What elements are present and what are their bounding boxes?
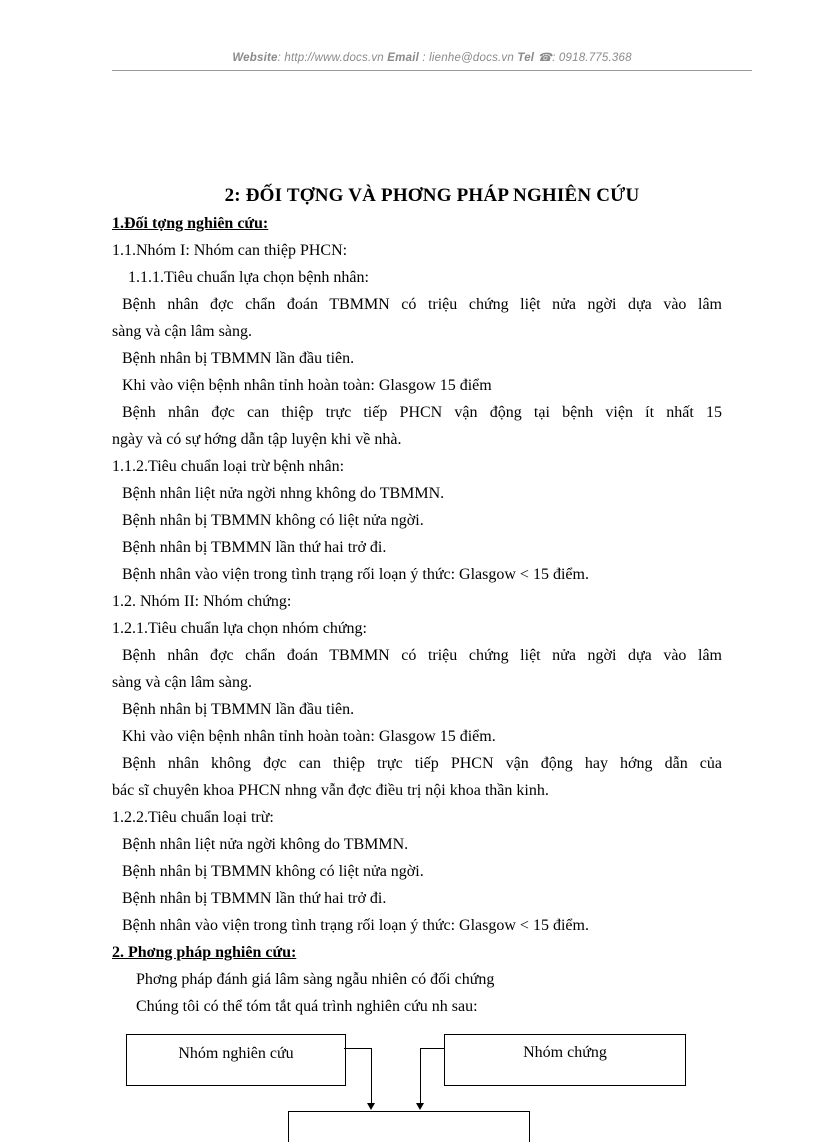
box-study-group-label: Nhóm nghiên cứu bbox=[178, 1045, 294, 1062]
text-line: Bệnh nhân vào viện trong tình trạng rối loạn ý thức: Glasgow < 15 điểm. bbox=[122, 917, 589, 934]
phone-icon: ☎ bbox=[537, 52, 553, 64]
connector-right-vertical bbox=[420, 1048, 421, 1104]
email-label: Email bbox=[387, 52, 419, 64]
text-line: Bệnh nhân vào viện trong tình trạng rối loạn ý thức: Glasgow < 15 điểm. bbox=[122, 566, 589, 583]
text-line: Bệnh nhân bị TBMMN lần đầu tiên. bbox=[122, 701, 355, 718]
website-value: : http://www.docs.vn bbox=[277, 52, 384, 64]
text-line: ngày và có sự hớng dẫn tập luyện khi về nhà. bbox=[112, 431, 402, 448]
text-line: Bệnh nhân đợc chẩn đoán TBMMN có triệu chứng liệt nửa ngời dựa vào lâm bbox=[122, 647, 722, 664]
text-line: Bệnh nhân liệt nửa ngời không do TBMMN. bbox=[122, 836, 409, 853]
heading-2: 2. Phơng pháp nghiên cứu: bbox=[112, 944, 297, 961]
text-line: Bệnh nhân bị TBMMN không có liệt nửa ngời. bbox=[122, 863, 424, 880]
page-header bbox=[112, 50, 752, 64]
text-line: Bệnh nhân không đợc can thiệp trực tiếp PHCN vận động hay hớng dẫn của bbox=[122, 755, 722, 772]
text-line: sàng và cận lâm sàng. bbox=[112, 323, 252, 340]
box-next-step bbox=[288, 1111, 530, 1142]
header-rule bbox=[112, 70, 752, 71]
tel-label: Tel bbox=[517, 52, 535, 64]
text-line: Bệnh nhân bị TBMMN lần đầu tiên. bbox=[122, 350, 355, 367]
connector-left-horizontal bbox=[344, 1048, 371, 1049]
text-line: bác sĩ chuyên khoa PHCN nhng vẫn đợc điều trị nội khoa thần kinh. bbox=[112, 782, 549, 799]
subheading-1-1-1: 1.1.1.Tiêu chuẩn lựa chọn bệnh nhân: bbox=[128, 269, 369, 286]
tel-value: : 0918.775.368 bbox=[552, 52, 632, 64]
text-line: Khi vào viện bệnh nhân tỉnh hoàn toàn: Glasgow 15 điểm bbox=[122, 377, 492, 394]
box-control-group-label: Nhóm chứng bbox=[523, 1044, 607, 1061]
subheading-1-1-2: 1.1.2.Tiêu chuẩn loại trừ bệnh nhân: bbox=[112, 458, 345, 475]
text-line: Bệnh nhân đợc can thiệp trực tiếp PHCN vận động tại bệnh viện ít nhất 15 bbox=[122, 404, 722, 421]
email-value: : lienhe@docs.vn bbox=[418, 52, 514, 64]
box-study-group bbox=[126, 1034, 346, 1086]
text-line: Bệnh nhân liệt nửa ngời nhng không do TBMMN. bbox=[122, 485, 445, 502]
connector-left-vertical bbox=[371, 1048, 372, 1104]
subheading-1-2: 1.2. Nhóm II: Nhóm chứng: bbox=[112, 593, 292, 610]
connector-right-horizontal bbox=[420, 1048, 444, 1049]
text-line: Khi vào viện bệnh nhân tỉnh hoàn toàn: Glasgow 15 điểm. bbox=[122, 728, 496, 745]
website-label: Website bbox=[232, 52, 278, 64]
text-line: Bệnh nhân bị TBMMN lần thứ hai trở đi. bbox=[122, 890, 387, 907]
text-line: Bệnh nhân bị TBMMN lần thứ hai trở đi. bbox=[122, 539, 387, 556]
subheading-1-2-1: 1.2.1.Tiêu chuẩn lựa chọn nhóm chứng: bbox=[112, 620, 367, 637]
heading-1: 1.Đối tợng nghiên cứu: bbox=[112, 215, 269, 232]
subheading-1-1: 1.1.Nhóm I: Nhóm can thiệp PHCN: bbox=[112, 242, 348, 259]
text-line: Phơng pháp đánh giá lâm sàng ngẫu nhiên có đối chứng bbox=[136, 971, 495, 988]
arrow-down-icon bbox=[367, 1103, 375, 1110]
box-control-group bbox=[444, 1034, 686, 1086]
section-title: 2: ĐỐI TỢNG VÀ PHƠNG PHÁP NGHIÊN CỨU bbox=[224, 185, 640, 206]
text-line: Chúng tôi có thể tóm tắt quá trình nghiên cứu nh sau: bbox=[136, 998, 478, 1015]
subheading-1-2-2: 1.2.2.Tiêu chuẩn loại trừ: bbox=[112, 809, 274, 826]
arrow-down-icon bbox=[416, 1103, 424, 1110]
text-line: Bệnh nhân đợc chẩn đoán TBMMN có triệu chứng liệt nửa ngời dựa vào lâm bbox=[122, 296, 722, 313]
text-line: Bệnh nhân bị TBMMN không có liệt nửa ngời. bbox=[122, 512, 424, 529]
text-line: sàng và cận lâm sàng. bbox=[112, 674, 252, 691]
